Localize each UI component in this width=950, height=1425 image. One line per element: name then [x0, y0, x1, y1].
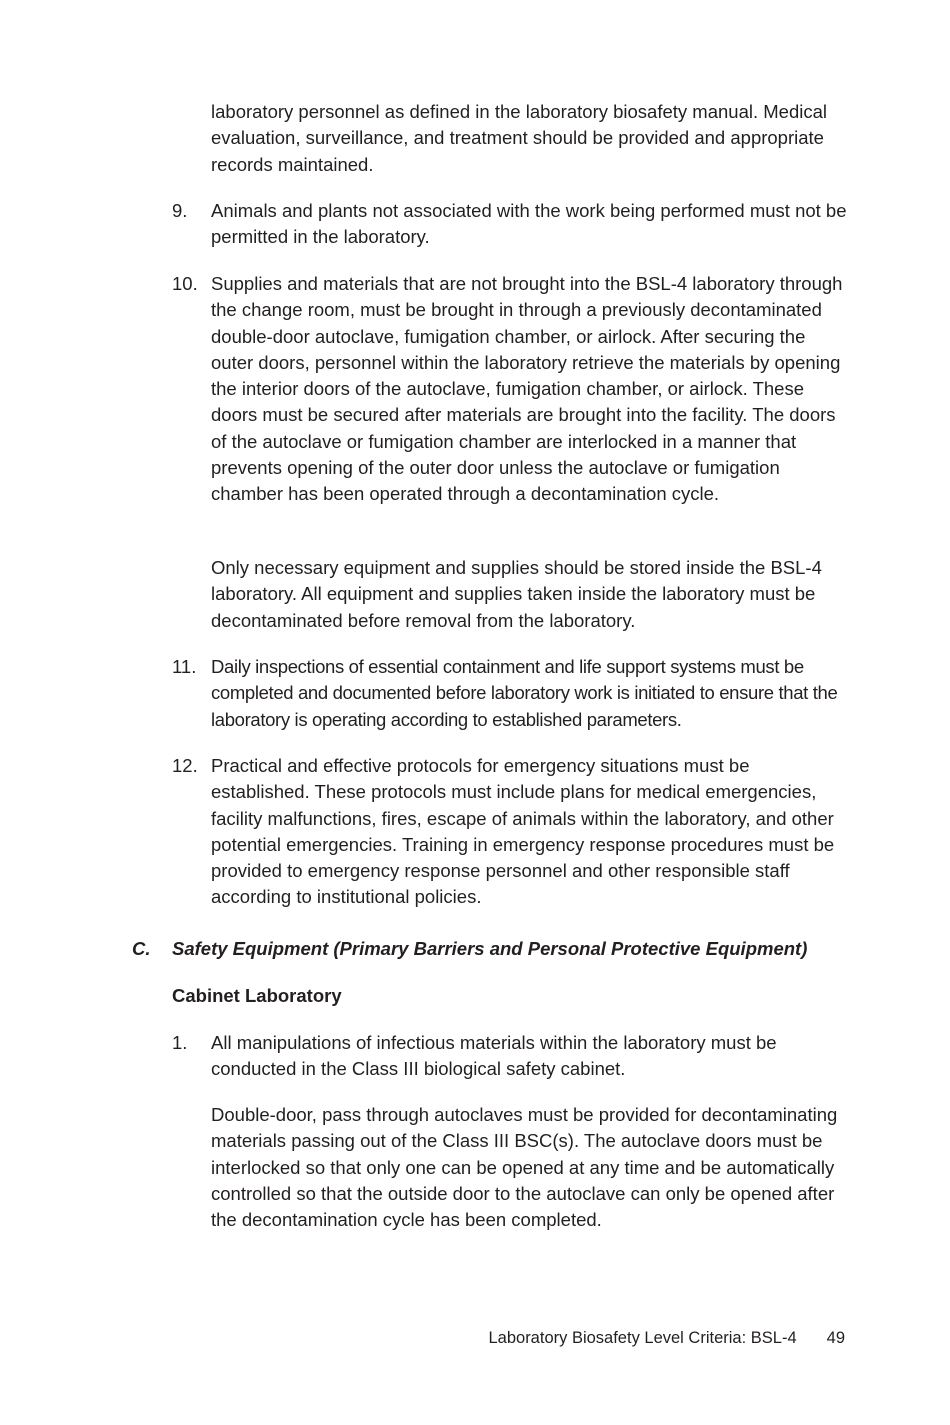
list-item-number: 9. — [172, 200, 188, 221]
list-item-text: Practical and effective protocols for emergency situations must be established. These protocols must include plans for medical emergencies, facility malfunctions, fires, escape of animals within the laboratory, and other potential emergencies. Training in emergency response procedures must be provided to emergency response personnel and other responsible staff according to institutional policies. — [211, 755, 835, 908]
list-item-text: Supplies and materials that are not brought into the BSL-4 laboratory through the change room, must be brought in through a previously decontaminated double-door autoclave, fumigation chamber, or airlock. After securing the outer doors, personnel within the laboratory retrieve the materials by opening the interior doors of the autoclave, fumigation chamber, or airlock. These doors must be secured after materials are brought into the facility. The doors of the autoclave or fumigation chamber are interlocked in a manner that prevents opening of the outer door unless the autoclave or fumigation chamber has been operated through a decontamination cycle. — [211, 273, 843, 505]
section-title: Safety Equipment (Primary Barriers and Personal Protective Equipment) — [172, 938, 808, 959]
list-item-extra-paragraph: Only necessary equipment and supplies should be stored inside the BSL-4 laboratory. All equipment and supplies taken inside the laboratory must be decontaminated before removal from the laboratory. — [211, 557, 822, 631]
list-item-extra-paragraph: Double-door, pass through autoclaves must be provided for decontaminating materials passing out of the Class III BSC(s). The autoclave doors must be interlocked so that only one can be opened at any time and be automatically controlled so that the outside door to the autoclave can only be opened after the decontamination cycle has been completed. — [211, 1104, 838, 1231]
list-item-number: 12. — [172, 755, 198, 776]
list-item-text: Daily inspections of essential containment and life support systems must be completed and documented before laboratory work is initiated to ensure that the laboratory is operating according to established parameters. — [211, 656, 838, 730]
list-item-number: 1. — [172, 1032, 188, 1053]
list-item-number: 10. — [172, 273, 198, 294]
list-item-number: 11. — [172, 656, 197, 677]
subheading: Cabinet Laboratory — [172, 985, 342, 1006]
continuation-text: laboratory personnel as defined in the laboratory biosafety manual. Medical evaluation, surveillance, and treatment should be provided and appropriate records maintained. — [211, 101, 828, 175]
page-footer — [488, 1327, 845, 1349]
section-letter: C. — [132, 938, 151, 959]
list-item-text: All manipulations of infectious materials within the laboratory must be conducted in the Class III biological safety cabinet. — [211, 1032, 777, 1080]
page-number: 49 — [826, 1329, 845, 1347]
running-title: Laboratory Biosafety Level Criteria: BSL-4 — [488, 1329, 797, 1347]
list-item-text: Animals and plants not associated with the work being performed must not be permitted in the laboratory. — [211, 200, 847, 248]
